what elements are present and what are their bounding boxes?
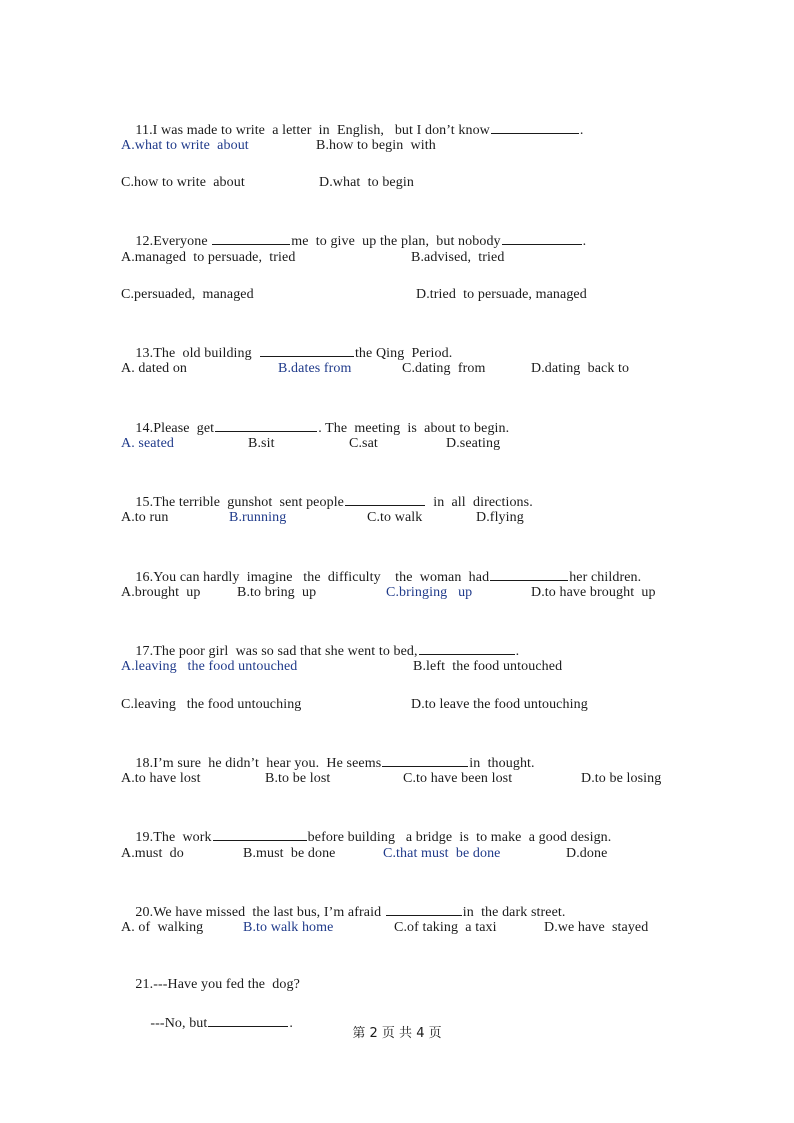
- option-d: D.to be losing: [581, 771, 662, 786]
- option-d: D.to leave the food untouching: [411, 697, 588, 712]
- options-14: [121, 434, 721, 454]
- question-11: [121, 99, 584, 138]
- question-text: .: [289, 1016, 294, 1031]
- option-b: B.left the food untouched: [413, 659, 563, 674]
- answer-blank: [215, 417, 317, 432]
- option-c: C.sat: [349, 436, 378, 451]
- option-b: B.must be done: [243, 846, 336, 861]
- question-18: [121, 732, 535, 771]
- question-12: [121, 210, 587, 249]
- question-text: .: [582, 234, 587, 249]
- question-16: [121, 546, 642, 585]
- options-12-row1: [121, 248, 721, 268]
- option-c: C.persuaded, managed: [121, 287, 254, 302]
- options-11-row1: [121, 136, 721, 156]
- question-text: 19.The work: [135, 830, 212, 845]
- question-text: the Qing Period.: [354, 346, 453, 361]
- answer-blank: [345, 491, 425, 506]
- option-d: D.what to begin: [319, 175, 414, 190]
- option-a: A.to run: [121, 510, 169, 525]
- question-text: .: [515, 644, 520, 659]
- question-text: .: [579, 123, 584, 138]
- question-15: [121, 471, 533, 510]
- option-b: B.to be lost: [265, 771, 331, 786]
- option-c: C.of taking a taxi: [394, 920, 497, 935]
- question-text: 17.The poor girl was so sad that she went to bed,: [135, 644, 418, 659]
- question-text: 13.The old building: [135, 346, 259, 361]
- question-20: [121, 881, 566, 920]
- answer-blank: [386, 901, 462, 916]
- question-text: in all directions.: [426, 495, 533, 510]
- answer-blank: [490, 566, 568, 581]
- option-a: A. dated on: [121, 361, 188, 376]
- answer-blank: [502, 230, 582, 245]
- options-15: [121, 508, 721, 528]
- question-21: [121, 955, 300, 992]
- question-text: ---No, but: [150, 1016, 208, 1031]
- option-a: A.must do: [121, 846, 184, 861]
- question-text: before building a bridge is to make a good design.: [307, 830, 612, 845]
- option-d: D.done: [566, 846, 608, 861]
- question-text: 16.You can hardly imagine the difficulty the woman had: [135, 570, 490, 585]
- options-13: [121, 359, 721, 379]
- option-c: C.that must be done: [383, 846, 501, 861]
- question-text: 21.---Have you fed the dog?: [135, 977, 300, 992]
- option-c: C.leaving the food untouching: [121, 697, 302, 712]
- answer-blank: [419, 640, 515, 655]
- question-17: [121, 620, 520, 659]
- option-b: B.running: [229, 510, 287, 525]
- option-d: D.dating back to: [531, 361, 630, 376]
- answer-blank: [382, 752, 468, 767]
- option-c: C.to walk: [367, 510, 423, 525]
- question-text: 20.We have missed the last bus, I’m afraid: [135, 905, 385, 920]
- question-text: me to give up the plan, but nobody: [291, 234, 501, 249]
- question-text: in the dark street.: [462, 905, 566, 920]
- option-c: C.how to write about: [121, 175, 245, 190]
- question-text: 18.I’m sure he didn’t hear you. He seems: [135, 756, 382, 771]
- answer-blank: [213, 826, 307, 841]
- options-19: [121, 844, 721, 864]
- page-number: 第 2 页 共 4 页: [352, 1026, 442, 1041]
- question-text: her children.: [569, 570, 642, 585]
- option-a: A.managed to persuade, tried: [121, 250, 296, 265]
- option-a: A. seated: [121, 436, 174, 451]
- option-b: B.to bring up: [237, 585, 317, 600]
- question-text: in thought.: [469, 756, 535, 771]
- question-text: 12.Everyone: [135, 234, 212, 249]
- option-b: B.how to begin with: [316, 138, 436, 153]
- options-18: [121, 769, 721, 789]
- options-12-row2: [121, 285, 721, 305]
- option-d: D.tried to persuade, managed: [416, 287, 587, 302]
- option-c: C.bringing up: [386, 585, 473, 600]
- option-d: D.flying: [476, 510, 524, 525]
- option-a: A. of walking: [121, 920, 204, 935]
- question-19: [121, 806, 612, 845]
- option-b: B.advised, tried: [411, 250, 505, 265]
- options-20: [121, 918, 721, 938]
- answer-blank: [491, 119, 579, 134]
- question-text: 14.Please get: [135, 421, 215, 436]
- option-a: A.leaving the food untouched: [121, 659, 298, 674]
- option-a: A.to have lost: [121, 771, 201, 786]
- question-13: [121, 322, 453, 361]
- question-text: 15.The terrible gunshot sent people: [135, 495, 344, 510]
- option-b: B.to walk home: [243, 920, 334, 935]
- page-footer: [0, 1024, 794, 1044]
- option-a: A.what to write about: [121, 138, 249, 153]
- option-d: D.we have stayed: [544, 920, 649, 935]
- options-17-row2: [121, 695, 721, 715]
- option-c: C.to have been lost: [403, 771, 513, 786]
- question-text: 11.I was made to write a letter in English, but I don’t know: [135, 123, 490, 138]
- answer-blank: [212, 230, 290, 245]
- question-14: [121, 397, 510, 436]
- question-text: . The meeting is about to begin.: [318, 421, 510, 436]
- options-11-row2: [121, 173, 721, 193]
- option-d: D.seating: [446, 436, 501, 451]
- option-a: A.brought up: [121, 585, 201, 600]
- option-b: B.sit: [248, 436, 275, 451]
- option-d: D.to have brought up: [531, 585, 656, 600]
- option-b: B.dates from: [278, 361, 352, 376]
- question-21-reply: [136, 992, 294, 1031]
- option-c: C.dating from: [402, 361, 486, 376]
- options-16: [121, 583, 721, 603]
- answer-blank: [260, 342, 354, 357]
- options-17-row1: [121, 657, 721, 677]
